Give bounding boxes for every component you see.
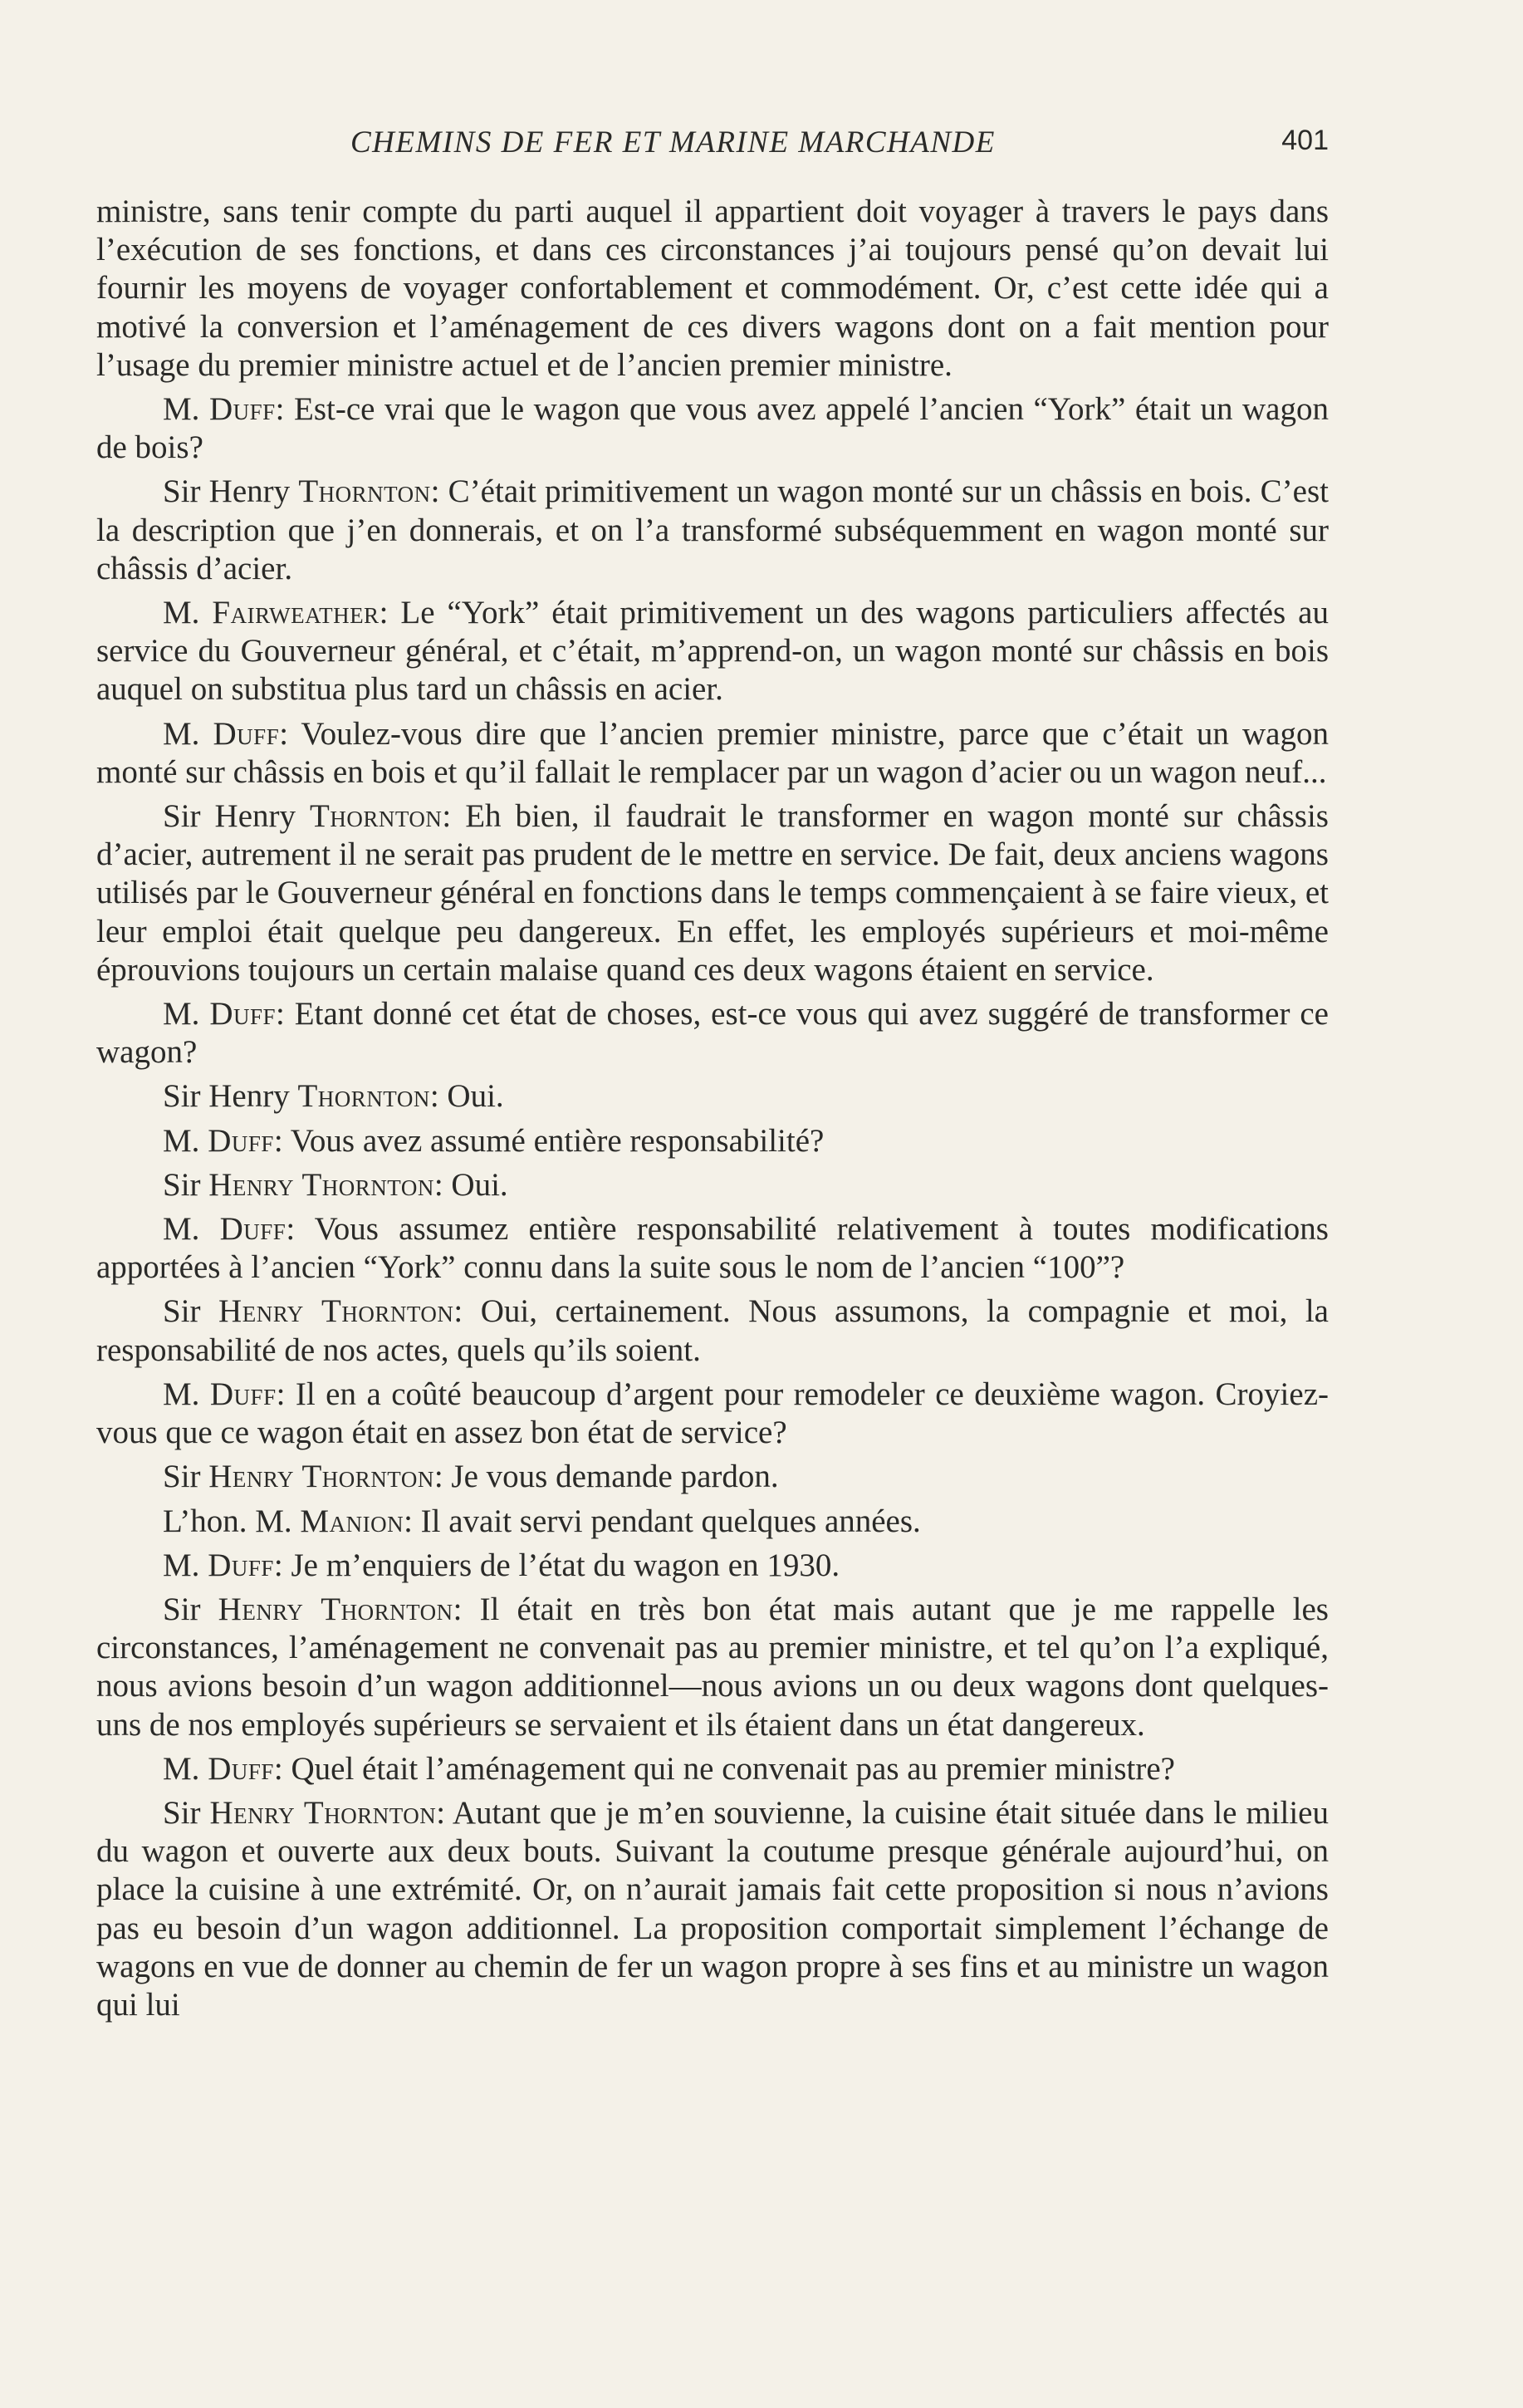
speaker-title: Sir Henry — [163, 798, 311, 835]
paragraph — [96, 594, 1329, 709]
paragraph-text: : Il avait servi pendant quelques années. — [404, 1503, 921, 1539]
paragraph-text: : Eh bien, il faudrait le transformer en wagon monté sur châssis d’acier, autrement il ne serait pas prudent de le mettre en service. De fait, deux anciens wagons utilisés par le Gouverneur général en fonctions dans le temps commençaient à se faire vieux, et leur emploi était quelque peu dangereux. En effet, les employés supérieurs et moi-même éprouvions toujours un certain malaise quand ces deux wagons étaient en service. — [96, 798, 1329, 988]
speaker-title: M. — [163, 1547, 208, 1583]
paragraph-text: : Je vous demande pardon. — [433, 1459, 779, 1495]
speaker-name: Henry Thornton — [218, 1591, 453, 1627]
speaker-name: Duff — [208, 1547, 274, 1583]
speaker-title: Sir Henry — [163, 1078, 298, 1115]
speaker-title: Sir — [163, 1293, 219, 1330]
paragraph — [96, 473, 1329, 588]
speaker-name: Duff — [208, 391, 276, 428]
paragraph — [96, 1376, 1329, 1452]
paragraph-text: : Oui, certainement. Nous assumons, la compagnie et moi, la responsabilité de nos actes, quels qu’ils soient. — [96, 1293, 1329, 1368]
paragraph-text: : Voulez-vous dire que l’ancien premier ministre, parce que c’était un wagon monté sur châssis en bois et qu’il fallait le remplacer par un wagon d’acier ou un wagon neuf... — [96, 715, 1329, 790]
speaker-name: Duff — [213, 715, 280, 752]
speaker-name: Henry Thornton — [208, 1459, 434, 1495]
speaker-title: M. — [163, 1122, 208, 1159]
paragraph — [96, 1750, 1329, 1788]
paragraph — [96, 1122, 1329, 1160]
paragraph-text: : Il était en très bon état mais autant que je me rappelle les circonstances, l’aménagement ne convenait pas au premier ministre, et tel qu’on l’a expliqué, nous avions besoin d’un wagon additionnel—nous avions un ou deux wagons dont quelques-uns de nos employés supérieurs se servaient et ils étaient dans un état dangereux. — [96, 1591, 1329, 1743]
speaker-name: Duff — [209, 1376, 277, 1412]
running-title: CHEMINS DE FER ET MARINE MARCHANDE — [350, 125, 996, 159]
speaker-title: Sir — [163, 1459, 209, 1495]
speaker-title: M. — [163, 1376, 210, 1412]
paragraph — [96, 390, 1329, 467]
paragraph-text: : C’était primitivement un wagon monté sur un châssis en bois. C’est la description que j’en donnerais, et on l’a transformé subséquemment en wagon monté sur châssis d’acier. — [96, 473, 1329, 586]
speaker-name: Henry Thornton — [209, 1794, 437, 1831]
speaker-title: Sir — [163, 1166, 209, 1203]
speaker-title: M. — [163, 715, 213, 752]
speaker-name: Duff — [208, 1122, 274, 1159]
speaker-title: M. — [163, 595, 213, 631]
speaker-title: M. — [163, 996, 210, 1032]
paragraph-text: : Autant que je m’en souvienne, la cuisine était située dans le milieu du wagon et ouverte aux deux bouts. Suivant la coutume presque générale aujourd’hui, on place la cuisine à une extrémité. Or, on n’aurait jamais fait cette proposition si nous n’avions pas eu besoin d’un wagon additionnel. La proposition comportait simplement l’échange de wagons en vue de donner au chemin de fer un wagon propre à ses fins et au ministre un wagon qui lui — [96, 1794, 1329, 2023]
running-header — [96, 125, 1329, 168]
paragraph-text: : Quel était l’aménagement qui ne convenait pas au premier ministre? — [273, 1750, 1175, 1787]
speaker-name: Thornton — [298, 473, 431, 510]
paragraph-text: : Est-ce vrai que le wagon que vous avez appelé l’ancien “York” était un wagon de bois? — [96, 391, 1329, 466]
speaker-name: Duff — [208, 1750, 274, 1787]
body-text — [96, 193, 1329, 2024]
paragraph — [96, 1292, 1329, 1369]
document-page — [96, 125, 1329, 2030]
speaker-title: Sir — [163, 1591, 218, 1627]
paragraph — [96, 1794, 1329, 2024]
paragraph-text: : Oui. — [433, 1166, 508, 1203]
paragraph — [96, 193, 1329, 385]
paragraph — [96, 1210, 1329, 1287]
paragraph — [96, 715, 1329, 792]
paragraph-text: : Oui. — [429, 1078, 504, 1115]
speaker-title: L’hon. M. — [163, 1503, 301, 1539]
speaker-title: M. — [163, 391, 209, 428]
paragraph — [96, 1591, 1329, 1744]
speaker-name: Henry Thornton — [218, 1293, 454, 1330]
paragraph — [96, 1077, 1329, 1116]
speaker-name: Duff — [209, 996, 277, 1032]
paragraph — [96, 995, 1329, 1072]
speaker-name: Henry Thornton — [208, 1166, 434, 1203]
speaker-name: Thornton — [297, 1078, 430, 1115]
paragraph-text: : Il en a coûté beaucoup d’argent pour remodeler ce deuxième wagon. Croyiez-vous que ce wagon était en assez bon état de service? — [96, 1376, 1329, 1451]
paragraph — [96, 1166, 1329, 1204]
paragraph-text: : Vous avez assumé entière responsabilité? — [273, 1122, 825, 1159]
speaker-name: Manion — [300, 1503, 404, 1539]
paragraph — [96, 1458, 1329, 1496]
paragraph — [96, 1547, 1329, 1585]
page-number: 401 — [1281, 125, 1329, 156]
speaker-title: Sir — [163, 1794, 210, 1831]
speaker-name: Duff — [219, 1211, 286, 1248]
paragraph-text: ministre, sans tenir compte du parti auquel il appartient doit voyager à travers le pays dans l’exécution de ses fonctions, et dans ces circonstances j’ai toujours pensé qu’on devait lui fournir les moyens de voyager confortablement et commodément. Or, c’est cette idée qui a motivé la conversion et l’aménagement de ces divers wagons dont on a fait mention pour l’usage du premier ministre actuel et de l’ancien premier ministre. — [96, 194, 1329, 383]
speaker-title: M. — [163, 1750, 208, 1787]
paragraph-text: : Vous assumez entière responsabilité relativement à toutes modifications apportées à l’ancien “York” connu dans la suite sous le nom de l’ancien “100”? — [96, 1211, 1329, 1286]
paragraph — [96, 797, 1329, 989]
paragraph — [96, 1503, 1329, 1541]
speaker-name: Thornton — [310, 798, 443, 835]
paragraph-text: : Le “York” était primitivement un des wagons particuliers affectés au service du Gouverneur général, et c’était, m’apprend-on, un wagon monté sur châssis en bois auquel on substitua plus tard un châssis en acier. — [96, 595, 1329, 708]
speaker-title: M. — [163, 1211, 220, 1248]
paragraph-text: : Je m’enquiers de l’état du wagon en 1930. — [273, 1547, 840, 1583]
speaker-name: Fairweather — [212, 595, 380, 631]
paragraph-text: : Etant donné cet état de choses, est-ce vous qui avez suggéré de transformer ce wagon? — [96, 996, 1329, 1071]
speaker-title: Sir Henry — [163, 473, 299, 510]
